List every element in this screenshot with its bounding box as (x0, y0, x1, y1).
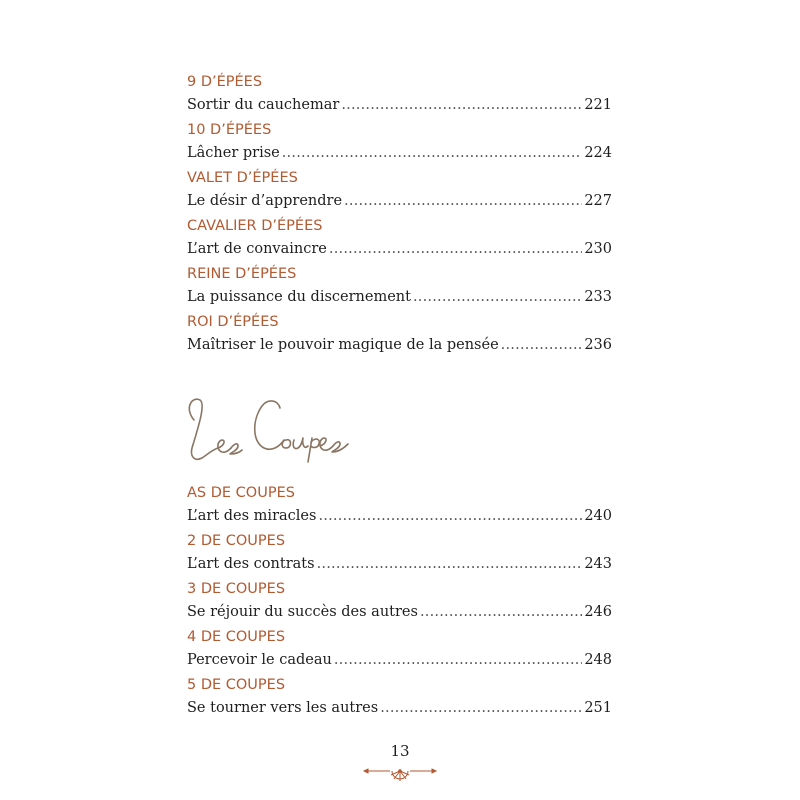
toc-title: L’art de convaincre (187, 241, 327, 257)
toc-category: 5 DE COUPES (187, 677, 286, 693)
toc-entry[interactable] (187, 312, 612, 358)
page-number: 224 (584, 145, 612, 161)
toc-entry[interactable] (187, 216, 612, 262)
page-number: 221 (584, 97, 612, 113)
leader-dots (282, 140, 583, 166)
toc-title: Se tourner vers les autres (187, 700, 379, 716)
toc-line (187, 140, 612, 166)
page-number: 240 (584, 508, 612, 524)
toc-category: ROI D’ÉPÉES (187, 314, 279, 330)
toc-category: 10 D’ÉPÉES (187, 122, 272, 138)
toc-line (187, 92, 612, 118)
toc-category: REINE D’ÉPÉES (187, 266, 297, 282)
toc-entry[interactable] (187, 579, 612, 625)
leader-dots (420, 599, 582, 625)
toc-entry[interactable] (187, 168, 612, 214)
toc-line (187, 599, 612, 625)
toc-title: Maîtriser le pouvoir magique de la pensée (187, 337, 499, 353)
page-number: 251 (584, 700, 612, 716)
leader-dots (334, 647, 582, 673)
toc-title: Lâcher prise (187, 145, 280, 161)
leader-dots (329, 236, 582, 262)
toc-line (187, 332, 612, 358)
toc-category: CAVALIER D’ÉPÉES (187, 218, 323, 234)
toc-section-epees (187, 72, 612, 358)
toc-line (187, 503, 612, 529)
toc-section-coupes (187, 483, 612, 721)
toc-title: Le désir d’apprendre (187, 193, 343, 209)
toc-category: AS DE COUPES (187, 485, 295, 501)
leader-dots (344, 188, 582, 214)
toc-title: L’art des miracles (187, 508, 317, 524)
page-number: 230 (584, 241, 612, 257)
toc-title: Sortir du cauchemar (187, 97, 340, 113)
toc-entry[interactable] (187, 675, 612, 721)
leader-dots (413, 284, 582, 310)
toc-line (187, 236, 612, 262)
toc-category: 9 D’ÉPÉES (187, 74, 263, 90)
page-number: 246 (584, 604, 612, 620)
toc-entry[interactable] (187, 72, 612, 118)
toc-line (187, 695, 612, 721)
leader-dots (380, 695, 582, 721)
section-heading-script (180, 380, 380, 470)
toc-entry[interactable] (187, 264, 612, 310)
toc-title: L’art des contrats (187, 556, 315, 572)
toc-category: 2 DE COUPES (187, 533, 286, 549)
toc-title: La puissance du discernement (187, 289, 411, 305)
toc-line (187, 551, 612, 577)
toc-category: VALET D’ÉPÉES (187, 170, 298, 186)
toc-entry[interactable] (187, 627, 612, 673)
toc-entry[interactable] (187, 120, 612, 166)
toc-title: Percevoir le cadeau (187, 652, 332, 668)
toc-line (187, 284, 612, 310)
toc-category: 4 DE COUPES (187, 629, 286, 645)
page-folio: 13 (390, 742, 410, 760)
page-number: 248 (584, 652, 612, 668)
leader-dots (317, 551, 583, 577)
leader-dots (341, 92, 582, 118)
toc-entry[interactable] (187, 483, 612, 529)
sun-ornament-icon (360, 763, 440, 785)
leader-dots (318, 503, 582, 529)
toc-entry[interactable] (187, 531, 612, 577)
leader-dots (501, 332, 583, 358)
page-number: 233 (584, 289, 612, 305)
page-number: 243 (584, 556, 612, 572)
page-number: 227 (584, 193, 612, 209)
toc-title: Se réjouir du succès des autres (187, 604, 418, 620)
toc-line (187, 647, 612, 673)
page-number: 236 (584, 337, 612, 353)
toc-category: 3 DE COUPES (187, 581, 286, 597)
script-heading-lettering (180, 380, 380, 470)
toc-line (187, 188, 612, 214)
